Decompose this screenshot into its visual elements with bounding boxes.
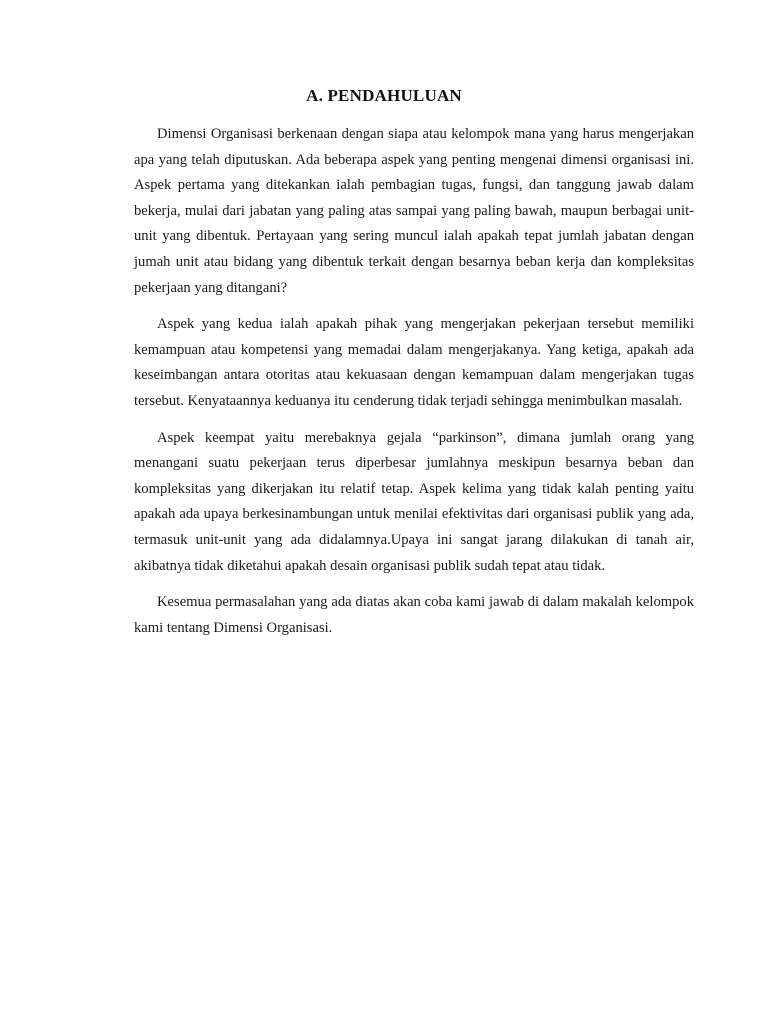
paragraph-1: Dimensi Organisasi berkenaan dengan siapa atau kelompok mana yang harus mengerjakan apa yang telah diputuskan. Ada beberapa aspek yang penting mengenai dimensi organisasi ini. Aspek pertama yang ditekankan ialah pembagian tugas, fungsi, dan tanggung jawab dalam bekerja, mulai dari jabatan yang paling atas sampai yang paling bawah, maupun berbagai unit-unit yang dibentuk. Pertayaan yang sering muncul ialah apakah tepat jumlah jabatan dengan jumah unit atau bidang yang dibentuk terkait dengan besarnya beban kerja dan kompleksitas pekerjaan yang ditangani? — [134, 126, 694, 296]
section-heading: A. PENDAHULUAN — [306, 86, 462, 105]
paragraph-3: Aspek keempat yaitu merebaknya gejala “parkinson”, dimana jumlah orang yang menangani suatu pekerjaan terus diperbesar jumlahnya meskipun besarnya beban dan kompleksitas yang dikerjakan itu relatif tetap. Aspek kelima yang tidak kalah penting yaitu apakah ada upaya berkesinambungan untuk menilai efektivitas dari organisasi publik yang ada, termasuk unit-unit yang ada didalamnya.Upaya ini sangat jarang dilakukan di tanah air, akibatnya tidak diketahui apakah desain organisasi publik sudah tepat atau tidak. — [134, 429, 694, 574]
body-text — [134, 122, 694, 652]
paragraph-4: Kesemua permasalahan yang ada diatas akan coba kami jawab di dalam makalah kelompok kami tentang Dimensi Organisasi. — [134, 594, 694, 636]
paragraph-2: Aspek yang kedua ialah apakah pihak yang mengerjakan pekerjaan tersebut memiliki kemampuan atau kompetensi yang memadai dalam mengerjakanya. Yang ketiga, apakah ada keseimbangan antara otoritas atau kekuasaan dengan kemampuan dalam mengerjakan tugas tersebut. Kenyataannya keduanya itu cenderung tidak terjadi sehingga menimbulkan masalah. — [134, 316, 694, 409]
